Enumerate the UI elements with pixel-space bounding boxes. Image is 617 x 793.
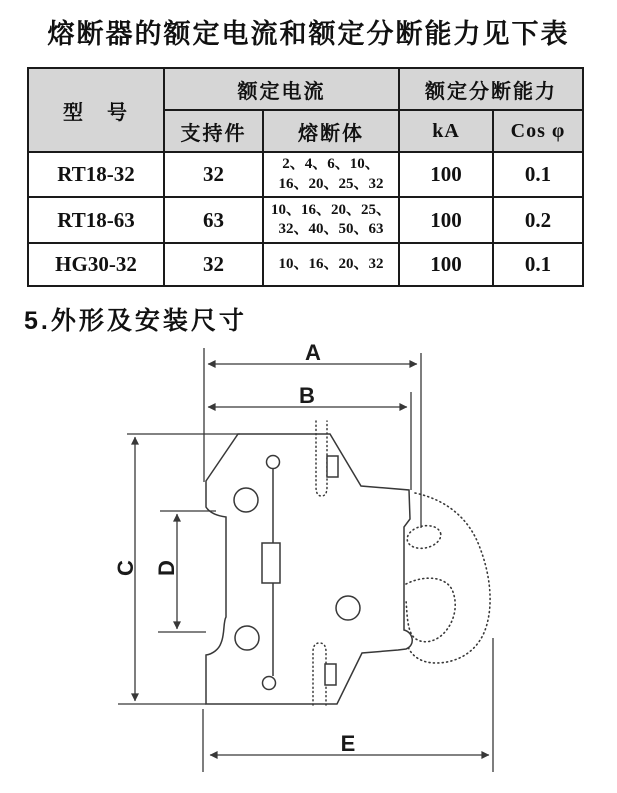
cell-support: 32 bbox=[164, 152, 263, 197]
dim-label-d: D bbox=[154, 560, 179, 576]
section-heading: 5.外形及安装尺寸 bbox=[24, 307, 247, 335]
fuse-link-line1: 2、4、6、10、 bbox=[282, 156, 380, 172]
header-fuse-link: 熔断体 bbox=[263, 110, 399, 152]
table-row bbox=[28, 197, 583, 243]
cell-cos: 0.2 bbox=[493, 197, 583, 243]
dim-label-c: C bbox=[113, 560, 138, 576]
header-model: 型 号 bbox=[28, 68, 164, 152]
cell-model: RT18-32 bbox=[28, 152, 164, 197]
header-rated-current: 额定电流 bbox=[164, 68, 399, 110]
screw-hole-right bbox=[336, 596, 360, 620]
header-ka: kA bbox=[399, 110, 493, 152]
fuse-element-symbol bbox=[262, 543, 280, 583]
clip-detail-bottom bbox=[325, 664, 336, 685]
terminal-hole-bottom bbox=[263, 677, 276, 690]
cell-fuse-link bbox=[263, 197, 399, 243]
header-support: 支持件 bbox=[164, 110, 263, 152]
cell-support: 63 bbox=[164, 197, 263, 243]
cell-support: 32 bbox=[164, 243, 263, 286]
cell-fuse-link bbox=[263, 152, 399, 197]
body-outline bbox=[206, 434, 412, 704]
outline-dimension-drawing bbox=[0, 338, 617, 793]
cell-model: HG30-32 bbox=[28, 243, 164, 286]
dim-label-a: A bbox=[305, 340, 321, 365]
screw-hole-lower bbox=[235, 626, 259, 650]
dimension-lines bbox=[118, 348, 493, 772]
table-row bbox=[28, 152, 583, 197]
cell-cos: 0.1 bbox=[493, 243, 583, 286]
fuse-carrier-ghost-outline bbox=[405, 493, 490, 663]
clip-detail-top bbox=[327, 456, 338, 477]
fuse-link-line2: 32、40、50、63 bbox=[278, 221, 384, 237]
dim-label-b: B bbox=[299, 383, 315, 408]
cell-ka: 100 bbox=[399, 243, 493, 286]
table-row bbox=[28, 243, 583, 286]
cell-ka: 100 bbox=[399, 197, 493, 243]
header-cos-phi: Cos φ bbox=[493, 110, 583, 152]
table-header-row-1 bbox=[28, 68, 583, 110]
fuse-link-line1: 10、16、20、25、 bbox=[270, 201, 391, 218]
header-breaking-capacity: 额定分断能力 bbox=[399, 68, 583, 110]
hidden-clip-lines bbox=[313, 421, 327, 705]
page-title: 熔断器的额定电流和额定分断能力见下表 bbox=[47, 19, 570, 49]
cell-ka: 100 bbox=[399, 152, 493, 197]
fuse-link-line1: 10、16、20、32 bbox=[278, 255, 384, 272]
screw-hole-upper bbox=[234, 488, 258, 512]
cell-fuse-link bbox=[263, 243, 399, 286]
cell-model: RT18-63 bbox=[28, 197, 164, 243]
cell-cos: 0.1 bbox=[493, 152, 583, 197]
terminal-hole-top bbox=[267, 456, 280, 469]
dim-label-e: E bbox=[340, 731, 356, 756]
fuse-link-line2: 16、20、25、32 bbox=[278, 175, 384, 192]
ratings-table bbox=[27, 67, 584, 287]
